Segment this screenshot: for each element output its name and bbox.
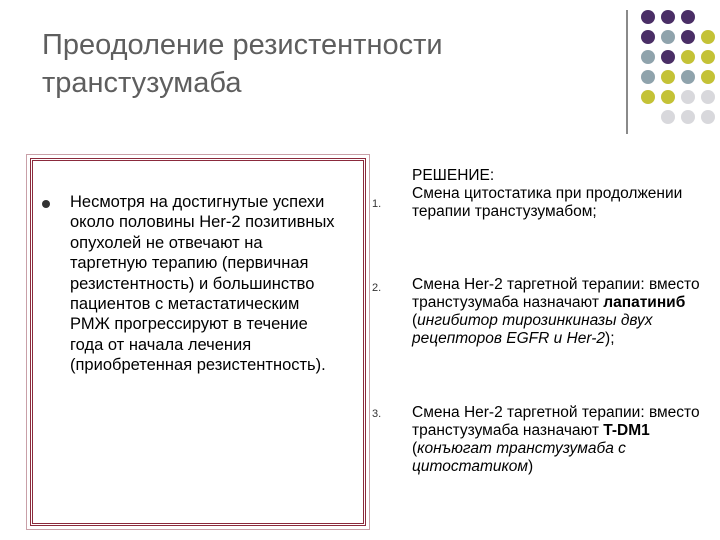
drug-name: T-DM1: [603, 422, 650, 439]
dot-gray-blue: [661, 30, 675, 44]
dot-olive: [661, 90, 675, 104]
list-number: 1.: [372, 198, 382, 210]
dot-olive: [681, 50, 695, 64]
dot-purple: [681, 30, 695, 44]
dot-light: [701, 90, 715, 104]
drug-name: лапатиниб: [603, 294, 686, 311]
dot-olive: [701, 50, 715, 64]
dot-purple: [661, 10, 675, 24]
solution-item-2: Смена Her-2 таргетной терапии: вместо транстузумаба назначают лапатиниб (ингибитор тирозинкиназы двух рецепторов EGFR и Her-2);: [412, 276, 700, 347]
dot-purple: [661, 50, 675, 64]
dot-gray-blue: [641, 70, 655, 84]
dot-olive: [661, 70, 675, 84]
dot-gray-blue: [641, 50, 655, 64]
dot-olive: [701, 30, 715, 44]
solution-item-3: Смена Her-2 таргетной терапии: вместо транстузумаба назначают T-DM1 (конъюгат транстузумаба с цитостатиком): [412, 404, 700, 475]
dot-purple: [641, 30, 655, 44]
left-bullet-text: Несмотря на достигнутые успехи около половины Her-2 позитивных опухолей не отвечают на таргетную терапию (первичная резистентность) и большинство пациентов с метастатическим РМЖ прогрессируют в течение года от начала лечения (приобретенная резистентность).: [70, 193, 335, 375]
dot-light: [701, 110, 715, 124]
bullet-icon: [42, 200, 50, 208]
title-line-2: транстузумаба: [42, 67, 242, 99]
slide-title: [42, 26, 602, 102]
drug-description: ингибитор тирозинкиназы двух рецепторов EGFR и Her-2: [412, 312, 653, 347]
dot-purple: [681, 10, 695, 24]
dot-olive: [641, 90, 655, 104]
dot-purple: [641, 10, 655, 24]
dot-gray-blue: [681, 70, 695, 84]
dot-light: [681, 110, 695, 124]
solution-item-1: Смена цитостатика при продолжении терапии транстузумабом;: [412, 185, 683, 220]
decorative-divider: [626, 10, 628, 134]
title-line-1: Преодоление резистентности: [42, 29, 443, 61]
list-number: 3.: [372, 408, 382, 420]
dot-light: [661, 110, 675, 124]
dot-olive: [701, 70, 715, 84]
dot-light: [681, 90, 695, 104]
drug-description: конъюгат транстузумаба с цитостатиком: [412, 440, 626, 475]
solution-heading: РЕШЕНИЕ:: [412, 167, 495, 184]
list-number: 2.: [372, 282, 382, 294]
